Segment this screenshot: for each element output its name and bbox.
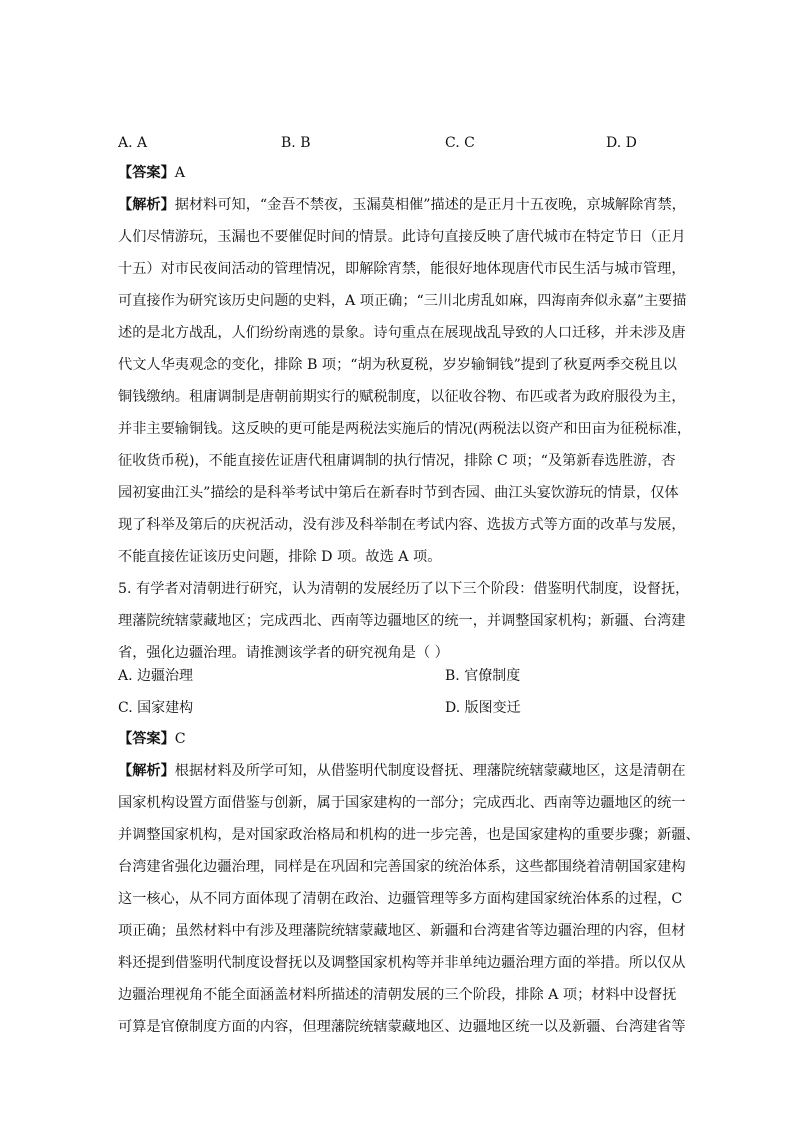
q4-analysis-line: 人们尽情游玩，玉漏也不要催促时间的情景。此诗句直接反映了唐代城市在特定节日（正月 [118, 229, 686, 245]
prev-option-b: B. B [281, 135, 311, 151]
analysis-label: 【解析】 [118, 197, 175, 213]
q4-answer [118, 163, 678, 183]
q4-analysis-line: 现了科举及第后的庆祝活动，没有涉及科举制在考试内容、选拔方式等方面的改革与发展， [118, 517, 686, 533]
q5-option-d: D. 版图变迁 [445, 700, 521, 716]
q4-analysis-line: 铜钱缴纳。租庸调制是唐朝前期实行的赋税制度，以征收谷物、布匹或者为政府服役为主， [118, 389, 686, 405]
q5-option-c: C. 国家建构 [118, 700, 194, 716]
q4-analysis-line: 代文人华夷观念的变化，排除 B 项；“胡为秋夏税，岁岁输铜钱”提到了秋夏两季交税且以 [118, 357, 677, 373]
analysis-label: 【解析】 [118, 763, 175, 779]
q4-analysis-line: 园初宴曲江头”描绘的是科举考试中第后在新春时节到杏园、曲江头宴饮游玩的情景，仅体 [118, 485, 679, 501]
q4-analysis-line: 【解析】据材料可知，“金吾不禁夜，玉漏莫相催”描述的是正月十五夜晚，京城解除宵禁， [118, 197, 686, 213]
q5-analysis-line: 边疆治理视角不能全面涵盖材料所描述的清朝发展的三个阶段，排除 A 项；材料中设督抚 [118, 987, 677, 1003]
prev-option-a: A. A [118, 135, 148, 151]
q5-analysis-line: 可算是官僚制度方面的内容，但理藩院统辖蒙藏地区、边疆地区统一以及新疆、台湾建省等 [118, 1019, 686, 1035]
q5-analysis-line: 【解析】根据材料及所学可知，从借鉴明代制度设督抚、理藩院统辖蒙藏地区，这是清朝在 [118, 763, 686, 779]
answer-label: 【答案】 [118, 731, 175, 747]
prev-options-row [118, 135, 678, 159]
q4-analysis-line: 征收货币税)，不能直接佐证唐代租庸调制的执行情况，排除 C 项；“及第新春选胜游，杏 [118, 453, 676, 469]
q5-stem-line: 5. 有学者对清朝进行研究，认为清朝的发展经历了以下三个阶段：借鉴明代制度，设督抚， [118, 581, 690, 597]
q5-stem-line: 省，强化边疆治理。请推测该学者的研究视角是（ ） [118, 645, 449, 661]
q4-analysis-line: 可直接作为研究该历史问题的史料，A 项正确；“三川北虏乱如麻，四海南奔似永嘉”主要描 [118, 293, 687, 309]
q5-answer [118, 729, 678, 749]
answer-label: 【答案】 [118, 165, 175, 181]
q4-analysis-line: 十五）对市民夜间活动的管理情况，即解除宵禁，能很好地体现唐代市民生活与城市管理， [118, 261, 686, 277]
q4-analysis-line: 不能直接佐证该历史问题，排除 D 项。故选 A 项。 [118, 549, 442, 565]
q5-analysis-line: 这一核心，从不同方面体现了清朝在政治、边疆管理等多方面构建国家统治体系的过程，C [118, 891, 683, 907]
q5-analysis-line: 项正确；虽然材料中有涉及理藩院统辖蒙藏地区、新疆和台湾建省等边疆治理的内容，但材 [118, 923, 686, 939]
q5-option-b: B. 官僚制度 [445, 668, 521, 684]
q4-analysis-line: 述的是北方战乱，人们纷纷南逃的景象。诗句重点在展现战乱导致的人口迁移，并未涉及唐 [118, 325, 686, 341]
q5-analysis-line: 国家机构设置方面借鉴与创新，属于国家建构的一部分；完成西北、西南等边疆地区的统一 [118, 795, 686, 811]
q5-stem-line: 理藩院统辖蒙藏地区；完成西北、西南等边疆地区的统一，并调整国家机构；新疆、台湾建 [118, 613, 686, 629]
prev-option-d: D. D [606, 135, 637, 151]
prev-option-c: C. C [445, 135, 475, 151]
q5-analysis-line: 料还提到借鉴明代制度设督抚以及调整国家机构等并非单纯边疆治理方面的举措。所以仅从 [118, 955, 686, 971]
q5-analysis-line: 并调整国家机构，是对国家政治格局和机构的进一步完善，也是国家建构的重要步骤；新疆、 [118, 827, 700, 843]
answer-value: A [174, 165, 186, 181]
q5-analysis-line: 台湾建省强化边疆治理，同样是在巩固和完善国家的统治体系，这些都围绕着清朝国家建构 [118, 859, 686, 875]
q5-option-a: A. 边疆治理 [118, 668, 194, 684]
answer-value: C [174, 731, 186, 747]
q4-analysis-line: 并非主要输铜钱。这反映的更可能是两税法实施后的情况(两税法以资产和田亩为征税标准， [118, 421, 692, 437]
